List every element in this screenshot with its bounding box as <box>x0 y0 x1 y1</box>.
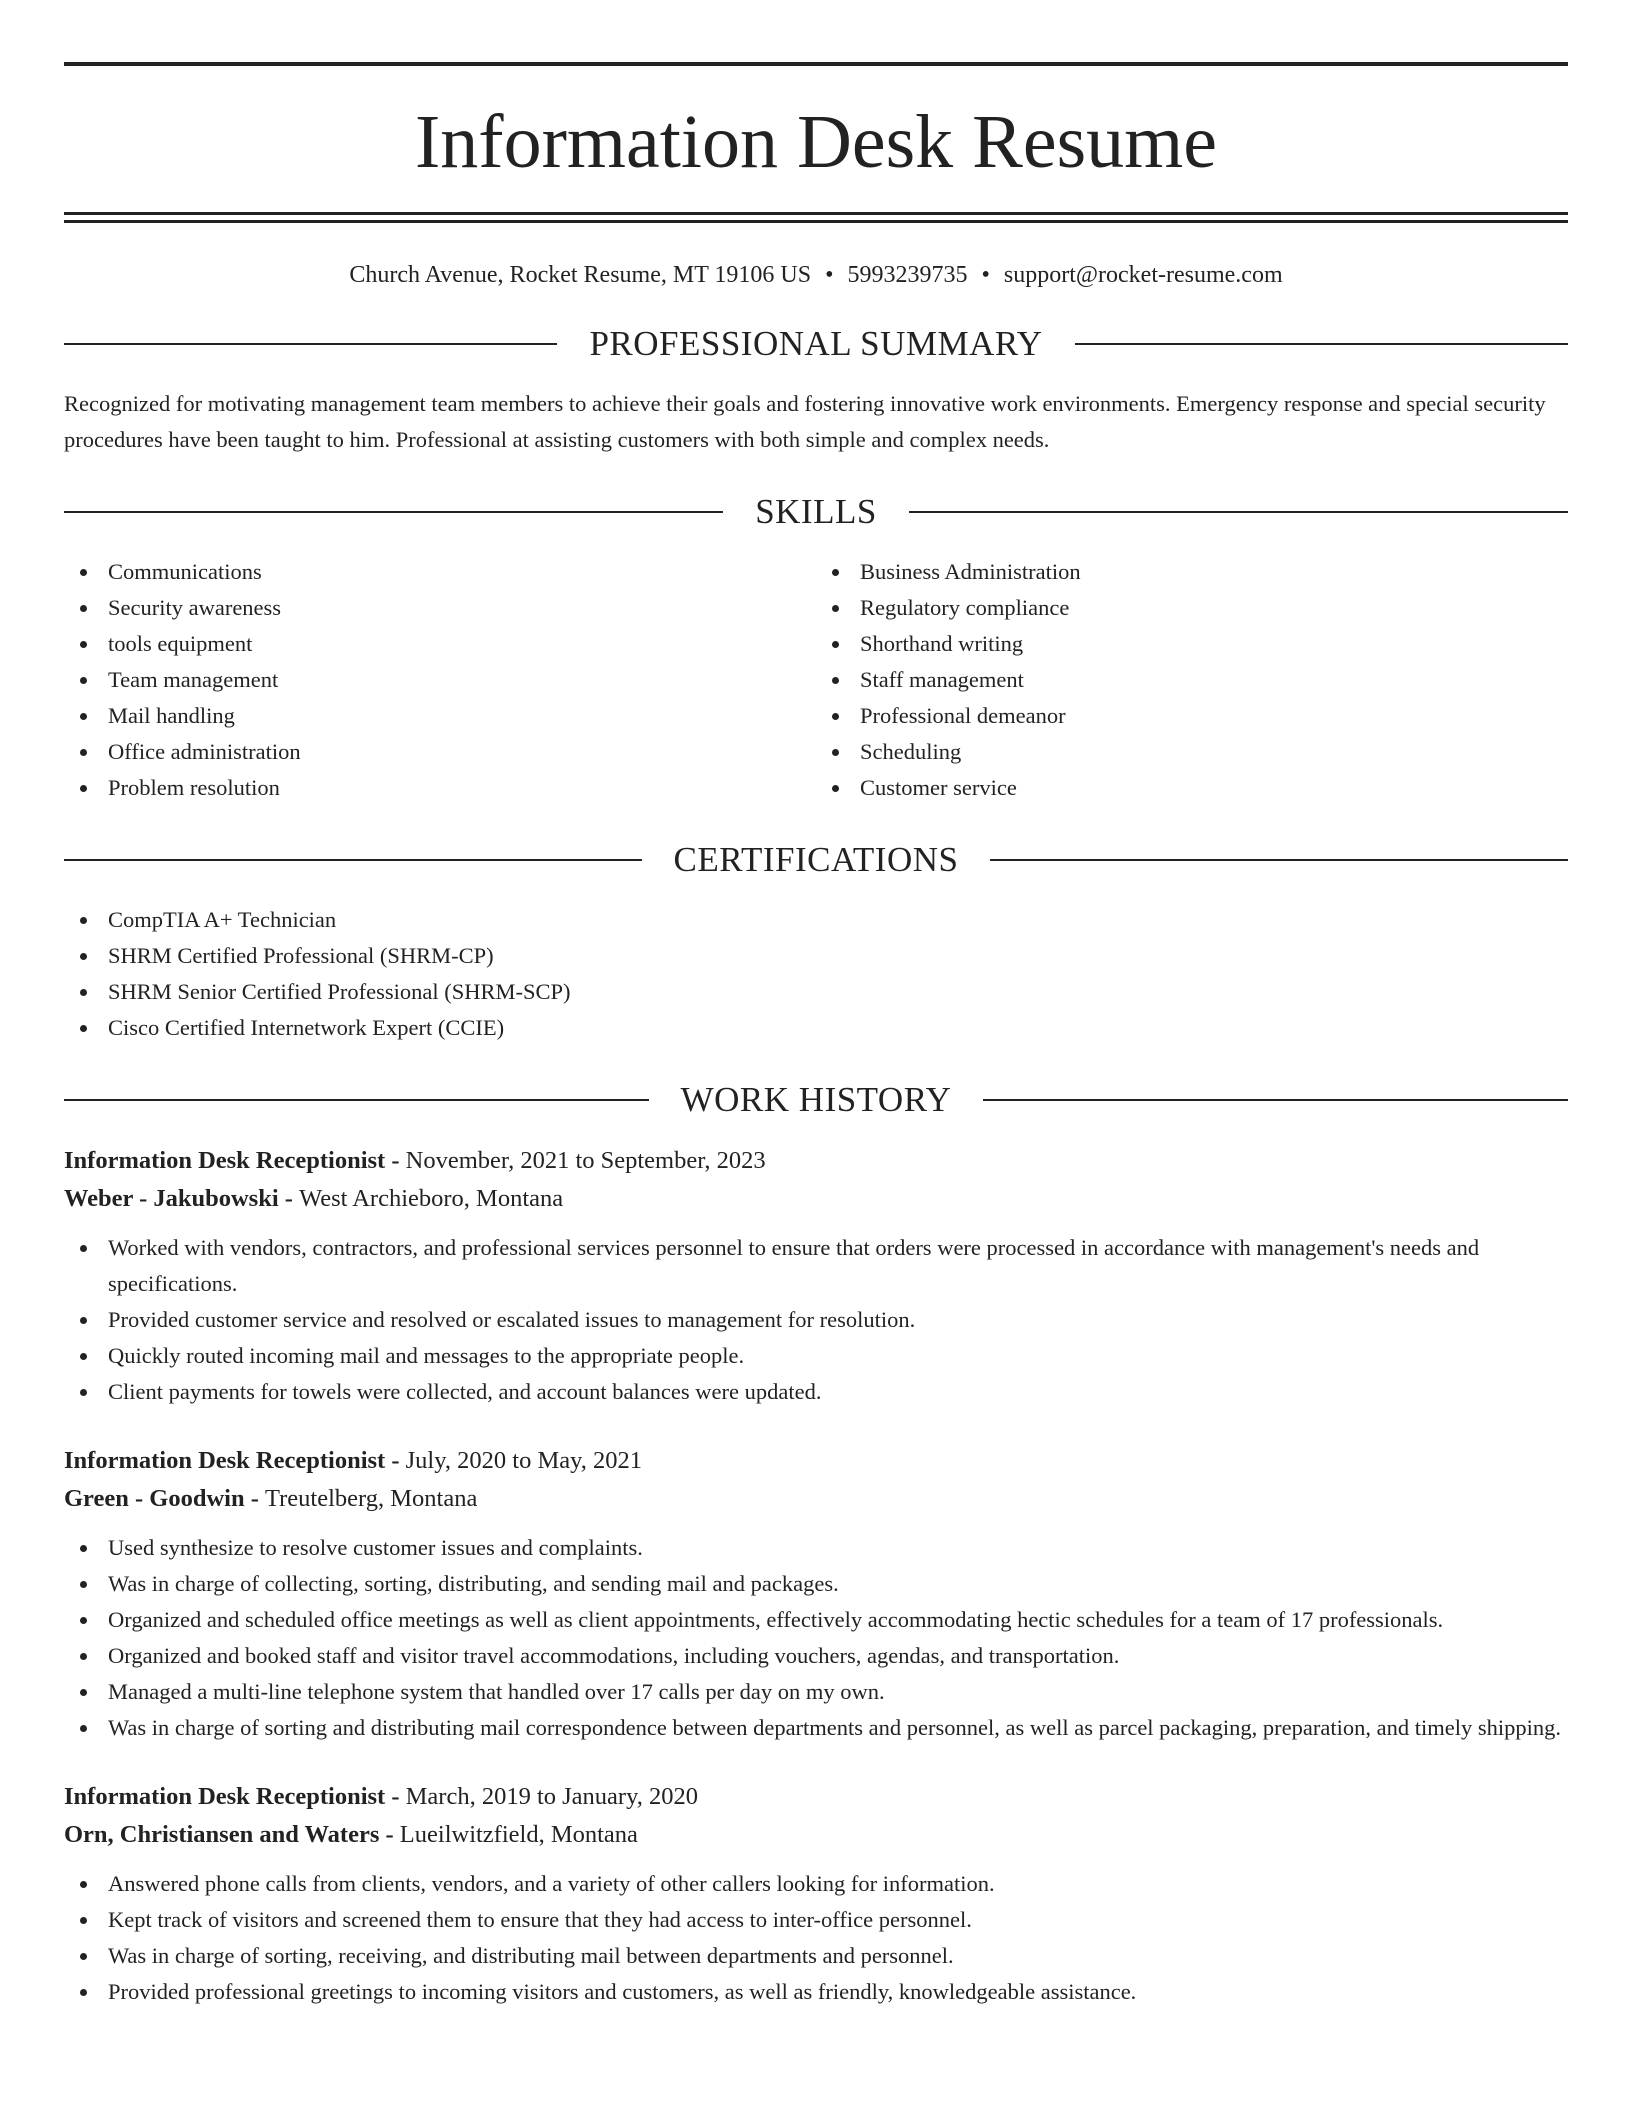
section-title: WORK HISTORY <box>680 1080 952 1119</box>
list-item: Was in charge of sorting, receiving, and distributing mail between departments and personnel. <box>64 1938 1568 1974</box>
list-item: Communications <box>64 554 816 590</box>
section-heading-skills <box>64 492 1568 532</box>
list-item: Regulatory compliance <box>816 590 1568 626</box>
list-item: Organized and booked staff and visitor travel accommodations, including vouchers, agendas, and transportation. <box>64 1638 1568 1674</box>
list-item: Managed a multi-line telephone system that handled over 17 calls per day on my own. <box>64 1674 1568 1710</box>
list-item: SHRM Certified Professional (SHRM-CP) <box>64 938 1568 974</box>
job-bullets <box>64 1230 1568 1410</box>
job-title-line: Information Desk Receptionist - July, 2020 to May, 2021 <box>64 1447 643 1474</box>
list-item: Used synthesize to resolve customer issues and complaints. <box>64 1530 1568 1566</box>
list-item: Answered phone calls from clients, vendors, and a variety of other callers looking for information. <box>64 1866 1568 1902</box>
list-item: SHRM Senior Certified Professional (SHRM-SCP) <box>64 974 1568 1010</box>
job-company: Weber - Jakubowski <box>64 1185 279 1212</box>
list-item: Team management <box>64 662 816 698</box>
job-entry <box>64 1142 1568 1410</box>
list-item: Scheduling <box>816 734 1568 770</box>
list-item: Was in charge of sorting and distributing mail correspondence between departments and personnel, as well as parcel packaging, preparation, and timely shipping. <box>64 1710 1568 1746</box>
section-heading-summary <box>64 324 1568 364</box>
list-item: Organized and scheduled office meetings as well as client appointments, effectively accommodating hectic schedules for a team of 17 professionals. <box>64 1602 1568 1638</box>
list-item: Client payments for towels were collected, and account balances were updated. <box>64 1374 1568 1410</box>
list-item: Professional demeanor <box>816 698 1568 734</box>
job-company-line: Orn, Christiansen and Waters - Lueilwitzfield, Montana <box>64 1821 638 1848</box>
job-company-line: Green - Goodwin - Treutelberg, Montana <box>64 1485 478 1512</box>
list-item: Mail handling <box>64 698 816 734</box>
list-item: Provided customer service and resolved or escalated issues to management for resolution. <box>64 1302 1568 1338</box>
job-bullets <box>64 1866 1568 2010</box>
job-title: Information Desk Receptionist <box>64 1783 386 1810</box>
list-item: Worked with vendors, contractors, and professional services personnel to ensure that orders were processed in accordance with management's needs and specifications. <box>64 1230 1568 1302</box>
job-dates: March, 2019 to January, 2020 <box>405 1783 698 1810</box>
job-title-line: Information Desk Receptionist - November, 2021 to September, 2023 <box>64 1147 766 1174</box>
resume-title: Information Desk Resume <box>414 100 1218 184</box>
list-item: Security awareness <box>64 590 816 626</box>
job-company: Green - Goodwin <box>64 1485 245 1512</box>
list-item: Office administration <box>64 734 816 770</box>
list-item: Provided professional greetings to incoming visitors and customers, as well as friendly, knowledgeable assistance. <box>64 1974 1568 2010</box>
job-company-line: Weber - Jakubowski - West Archieboro, Montana <box>64 1185 564 1212</box>
list-item: Customer service <box>816 770 1568 806</box>
contact-address: Church Avenue, Rocket Resume, MT 19106 US <box>349 262 812 288</box>
section-title: CERTIFICATIONS <box>673 840 959 879</box>
top-rule <box>64 62 1568 66</box>
list-item: Problem resolution <box>64 770 816 806</box>
list-item: Business Administration <box>816 554 1568 590</box>
skills-grid <box>64 554 1568 806</box>
job-dates: November, 2021 to September, 2023 <box>405 1147 766 1174</box>
section-title: PROFESSIONAL SUMMARY <box>589 324 1043 363</box>
section-heading-work-history <box>64 1080 1568 1120</box>
skills-left-column <box>64 554 816 806</box>
list-item: CompTIA A+ Technician <box>64 902 1568 938</box>
contact-separator: • <box>981 262 990 288</box>
job-location: Treutelberg, Montana <box>265 1485 478 1512</box>
summary-text: Recognized for motivating management team members to achieve their goals and fostering innovative work environments. Emergency response and special security procedures have been taught to him. Professional at assisting customers with both simple and complex needs. <box>64 391 1546 452</box>
contact-line <box>64 260 1568 290</box>
job-title-line: Information Desk Receptionist - March, 2019 to January, 2020 <box>64 1783 698 1810</box>
list-item: Cisco Certified Internetwork Expert (CCIE) <box>64 1010 1568 1046</box>
job-title: Information Desk Receptionist <box>64 1147 386 1174</box>
job-location: Lueilwitzfield, Montana <box>399 1821 638 1848</box>
title-double-rule <box>64 212 1568 223</box>
list-item: tools equipment <box>64 626 816 662</box>
job-entry <box>64 1442 1568 1746</box>
list-item: Quickly routed incoming mail and messages to the appropriate people. <box>64 1338 1568 1374</box>
job-location: West Archieboro, Montana <box>299 1185 564 1212</box>
list-item: Shorthand writing <box>816 626 1568 662</box>
list-item: Was in charge of collecting, sorting, distributing, and sending mail and packages. <box>64 1566 1568 1602</box>
skills-right-column <box>816 554 1568 806</box>
contact-email: support@rocket-resume.com <box>1003 262 1283 288</box>
contact-separator: • <box>825 262 834 288</box>
section-heading-certifications <box>64 840 1568 880</box>
certifications-list <box>64 902 1568 1046</box>
job-entry <box>64 1778 1568 2010</box>
work-history-list <box>64 1142 1568 2010</box>
job-bullets <box>64 1530 1568 1746</box>
list-item: Kept track of visitors and screened them to ensure that they had access to inter-office personnel. <box>64 1902 1568 1938</box>
job-title: Information Desk Receptionist <box>64 1447 386 1474</box>
contact-phone: 5993239735 <box>847 262 968 288</box>
section-title: SKILLS <box>755 492 877 531</box>
list-item: Staff management <box>816 662 1568 698</box>
job-dates: July, 2020 to May, 2021 <box>405 1447 643 1474</box>
job-company: Orn, Christiansen and Waters <box>64 1821 380 1848</box>
